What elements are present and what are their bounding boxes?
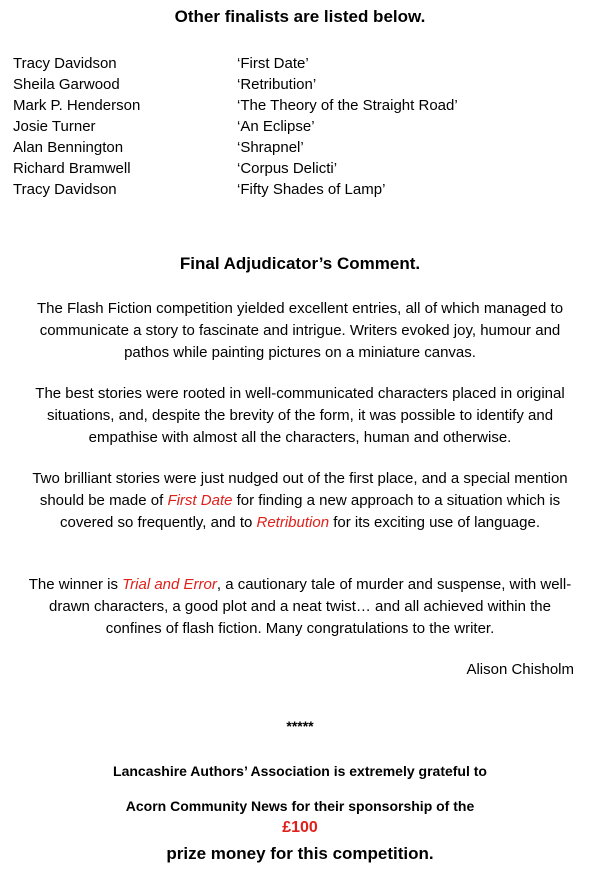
finalist-name: Tracy Davidson (13, 55, 117, 72)
finalist-name: Sheila Garwood (13, 76, 120, 93)
paragraph-text: for finding a new approach to a situation which is covered so frequently, and to (59, 492, 561, 531)
finalists-list (13, 53, 573, 200)
adjudicator-signature: Alison Chisholm (466, 661, 574, 678)
finalist-story-title: ‘First Date’ (237, 55, 309, 72)
finalist-row (13, 53, 573, 74)
finalist-story-title: ‘Fifty Shades of Lamp’ (237, 181, 386, 198)
comment-paragraph-4 (20, 574, 580, 640)
finalist-row (13, 116, 573, 137)
comment-paragraph-2: The best stories were rooted in well-communicated characters placed in original situations, and, despite the brevity of the form, it was possible to identify and empathise with almost all the characters, human and otherwise. (35, 385, 565, 446)
finalist-row (13, 158, 573, 179)
sponsor-line-2: Acorn Community News for their sponsorship of the (125, 798, 475, 814)
sponsor-line-3: prize money for this competition. (166, 844, 434, 863)
story-title-retribution: Retribution (256, 514, 330, 531)
finalist-story-title: ‘An Eclipse’ (237, 118, 315, 135)
finalist-story-title: ‘The Theory of the Straight Road’ (237, 97, 458, 114)
finalist-name: Alan Bennington (13, 139, 124, 156)
comment-paragraph-3 (20, 468, 580, 534)
paragraph-text: The winner is (28, 576, 123, 593)
paragraph-text: Two brilliant stories were just nudged out of the first place, and a special mention should be made of (32, 470, 568, 509)
finalist-name: Mark P. Henderson (13, 97, 141, 114)
finalist-row (13, 95, 573, 116)
finalist-row (13, 179, 573, 200)
comment-paragraph-1: The Flash Fiction competition yielded excellent entries, all of which managed to communicate a story to fascinate and intrigue. Writers evoked joy, humour and pathos while painting pictures on a miniature canvas. (36, 300, 564, 361)
finalist-row (13, 137, 573, 158)
finalists-heading: Other finalists are listed below. (174, 7, 426, 26)
comment-heading: Final Adjudicator’s Comment. (179, 254, 421, 273)
finalist-name: Josie Turner (13, 118, 96, 135)
finalist-story-title: ‘Retribution’ (237, 76, 317, 93)
story-title-winner: Trial and Error (122, 576, 217, 593)
finalist-name: Tracy Davidson (13, 181, 117, 198)
finalist-name: Richard Bramwell (13, 160, 131, 177)
paragraph-text: for its exciting use of language. (329, 514, 541, 531)
sponsor-line-1: Lancashire Authors’ Association is extremely grateful to (113, 763, 487, 779)
paragraph-text: , a cautionary tale of murder and suspense, with well-drawn characters, a good plot and a neat twist… and all achieved within the confines of flash fiction. Many congratulations to the writer. (49, 576, 572, 637)
prize-amount: £100 (282, 819, 318, 836)
section-separator: ***** (286, 718, 314, 734)
story-title-first-date: First Date (167, 492, 233, 509)
finalist-story-title: ‘Corpus Delicti’ (237, 160, 338, 177)
finalist-row (13, 74, 573, 95)
finalist-story-title: ‘Shrapnel’ (237, 139, 304, 156)
